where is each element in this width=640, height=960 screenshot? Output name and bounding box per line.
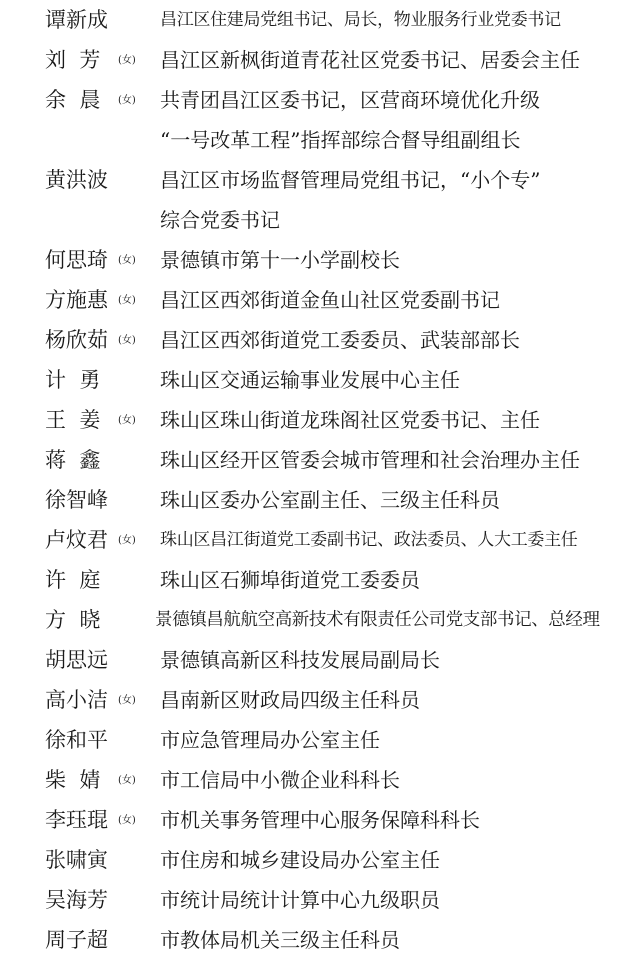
list-item bbox=[0, 760, 640, 800]
person-name: 徐智峰 bbox=[45, 488, 108, 512]
person-name: 卢炆君 bbox=[45, 528, 108, 552]
position-title: 珠山区经开区管委会城市管理和社会治理办主任 bbox=[160, 448, 580, 472]
gender-tag: (女) bbox=[118, 775, 136, 786]
list-item bbox=[0, 160, 640, 200]
gender-tag: (女) bbox=[118, 55, 136, 66]
person-name: 方施惠 bbox=[45, 288, 108, 312]
person-name: 胡思远 bbox=[45, 648, 108, 672]
person-name: 周子超 bbox=[45, 928, 108, 952]
person-name: 谭新成 bbox=[45, 8, 108, 32]
list-item bbox=[0, 720, 640, 760]
person-name: 李珏琨 bbox=[45, 808, 108, 832]
position-title: 综合党委书记 bbox=[160, 208, 280, 232]
list-item bbox=[0, 320, 640, 360]
list-item bbox=[0, 360, 640, 400]
person-name: 余 晨 bbox=[45, 88, 101, 112]
person-name: 刘 芳 bbox=[45, 48, 101, 72]
list-item bbox=[0, 600, 640, 640]
gender-tag: (女) bbox=[118, 695, 136, 706]
list-item bbox=[0, 680, 640, 720]
position-title: 珠山区委办公室副主任、三级主任科员 bbox=[160, 488, 500, 512]
gender-tag: (女) bbox=[118, 255, 136, 266]
position-title: 市教体局机关三级主任科员 bbox=[160, 928, 400, 952]
list-item bbox=[0, 560, 640, 600]
list-item bbox=[0, 880, 640, 920]
position-title: 昌江区新枫街道青花社区党委书记、居委会主任 bbox=[160, 48, 580, 72]
position-title: 市机关事务管理中心服务保障科科长 bbox=[160, 808, 480, 832]
position-title: “一号改革工程”指挥部综合督导组副组长 bbox=[160, 128, 521, 152]
list-item-continuation bbox=[0, 200, 640, 240]
list-item bbox=[0, 40, 640, 80]
gender-tag: (女) bbox=[118, 95, 136, 106]
position-title: 景德镇昌航航空高新技术有限责任公司党支部书记、总经理 bbox=[155, 610, 600, 630]
position-title: 共青团昌江区委书记，区营商环境优化升级 bbox=[160, 88, 540, 112]
gender-tag: (女) bbox=[118, 815, 136, 826]
person-name: 计 勇 bbox=[45, 368, 101, 392]
position-title: 珠山区昌江街道党工委副书记、政法委员、人大工委主任 bbox=[160, 530, 578, 550]
person-name: 张啸寅 bbox=[45, 848, 108, 872]
position-title: 珠山区交通运输事业发展中心主任 bbox=[160, 368, 460, 392]
person-name: 蒋 鑫 bbox=[45, 448, 101, 472]
position-title: 市住房和城乡建设局办公室主任 bbox=[160, 848, 440, 872]
position-title: 景德镇市第十一小学副校长 bbox=[160, 248, 400, 272]
position-title: 珠山区石狮埠街道党工委委员 bbox=[160, 568, 420, 592]
list-item bbox=[0, 800, 640, 840]
gender-tag: (女) bbox=[118, 335, 136, 346]
gender-tag: (女) bbox=[118, 415, 136, 426]
position-title: 市应急管理局办公室主任 bbox=[160, 728, 380, 752]
person-name: 何思琦 bbox=[45, 248, 108, 272]
person-name: 柴 婧 bbox=[45, 768, 101, 792]
gender-tag: (女) bbox=[118, 535, 136, 546]
list-item-continuation bbox=[0, 120, 640, 160]
person-name: 徐和平 bbox=[45, 728, 108, 752]
list-item bbox=[0, 280, 640, 320]
list-item bbox=[0, 920, 640, 960]
person-name: 方 晓 bbox=[45, 608, 101, 632]
list-item bbox=[0, 0, 640, 40]
list-item bbox=[0, 840, 640, 880]
person-name: 杨欣茹 bbox=[45, 328, 108, 352]
position-title: 昌江区西郊街道党工委委员、武装部部长 bbox=[160, 328, 520, 352]
position-title: 昌江区住建局党组书记、局长，物业服务行业党委书记 bbox=[160, 10, 561, 30]
position-title: 珠山区珠山街道龙珠阁社区党委书记、主任 bbox=[160, 408, 540, 432]
position-title: 昌江区西郊街道金鱼山社区党委副书记 bbox=[160, 288, 500, 312]
person-name: 许 庭 bbox=[45, 568, 101, 592]
list-item bbox=[0, 240, 640, 280]
person-name: 王 姜 bbox=[45, 408, 101, 432]
position-title: 市统计局统计计算中心九级职员 bbox=[160, 888, 440, 912]
position-title: 市工信局中小微企业科科长 bbox=[160, 768, 400, 792]
list-item bbox=[0, 80, 640, 120]
position-title: 昌南新区财政局四级主任科员 bbox=[160, 688, 420, 712]
list-item bbox=[0, 400, 640, 440]
position-title: 景德镇高新区科技发展局副局长 bbox=[160, 648, 440, 672]
person-name: 黄洪波 bbox=[45, 168, 108, 192]
list-item bbox=[0, 480, 640, 520]
gender-tag: (女) bbox=[118, 295, 136, 306]
list-item bbox=[0, 520, 640, 560]
list-item bbox=[0, 440, 640, 480]
person-name: 高小洁 bbox=[45, 688, 108, 712]
person-name: 吴海芳 bbox=[45, 888, 108, 912]
list-item bbox=[0, 640, 640, 680]
position-title: 昌江区市场监督管理局党组书记，“小个专” bbox=[160, 168, 541, 192]
